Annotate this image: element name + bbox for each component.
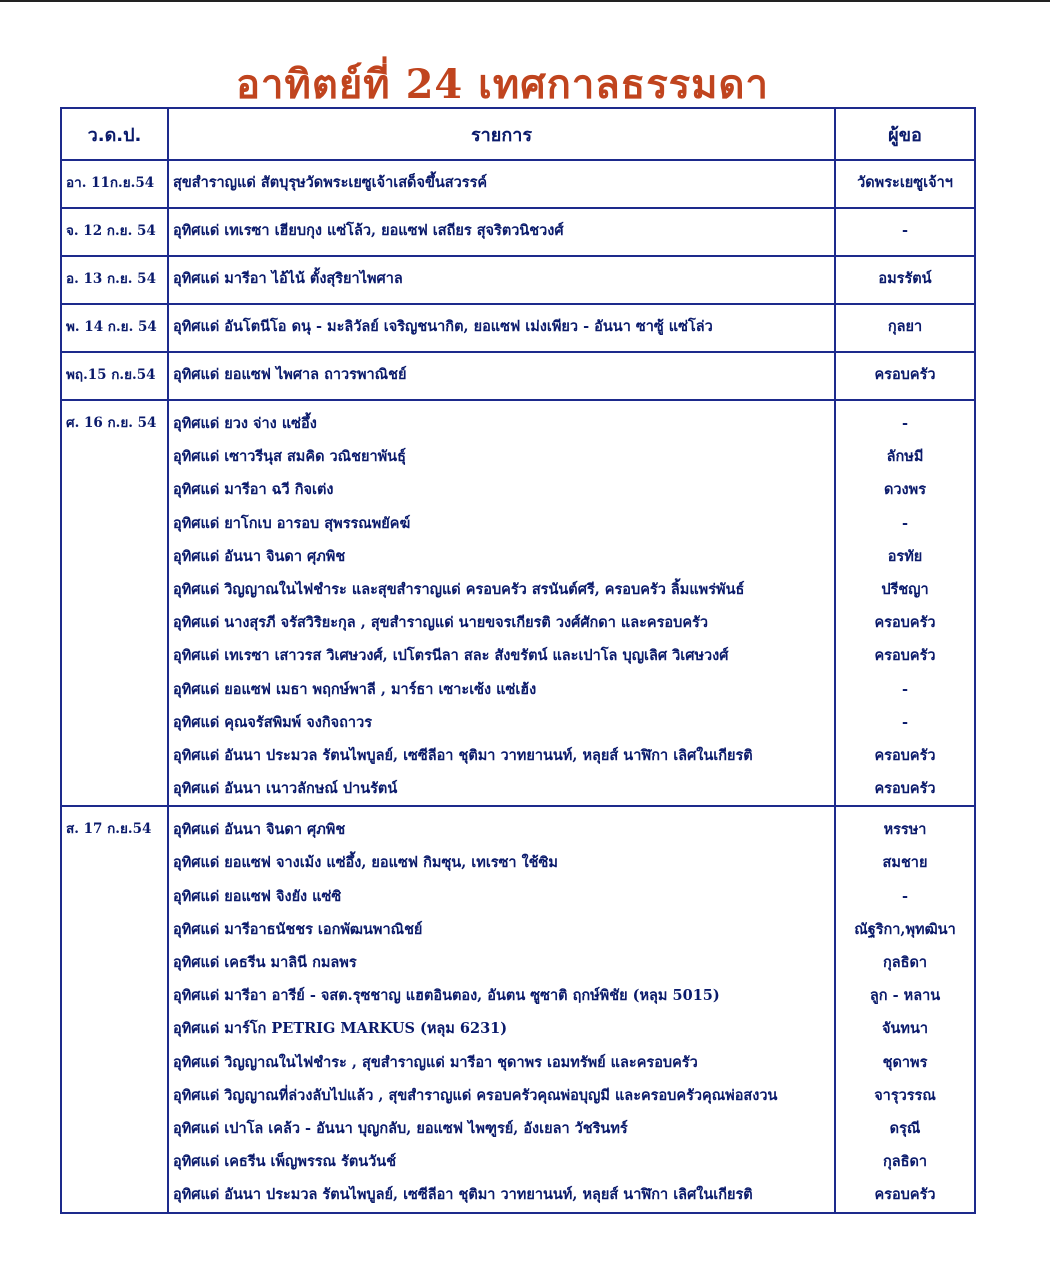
- items-cell: [168, 256, 835, 304]
- requester-cell: [835, 806, 975, 1212]
- intention-text: อุทิศแด่ อันโตนีโอ ดนุ - มะลิวัลย์ เจริญชนากิต, ยอแซฟ เม่งเพียว - อันนา ซาซู้ แซ่โล่ว: [173, 318, 713, 335]
- items-cell: [168, 160, 835, 208]
- requester-name: ดรุณี: [889, 1119, 921, 1137]
- requester-name: หรรษา: [883, 821, 927, 839]
- intention-text: อุทิศแด่ นางสุรภี จรัสวิริยะกุล , สุขสำราญแด่ นายขจรเกียรติ วงศ์ศักดา และครอบครัว: [173, 614, 708, 632]
- items-cell: [168, 400, 835, 806]
- requester-name: กุลธิดา: [882, 954, 928, 971]
- date-cell: [61, 160, 168, 208]
- date-cell: [61, 400, 168, 806]
- requester-name: จันทนา: [881, 1020, 929, 1038]
- header-date: ว.ด.ป.: [61, 108, 168, 160]
- requester-name: ดวงพร: [884, 481, 926, 499]
- page-title: อาทิตย์ที่ 24 เทศกาลธรรมดา: [236, 61, 769, 108]
- date-label: ส. 17 ก.ย.54: [66, 821, 152, 838]
- requester-name: -: [901, 680, 909, 698]
- intention-text: อุทิศแด่ อันนา จินดา ศุภพิช: [173, 547, 346, 565]
- requester-name: ครอบครัว: [874, 614, 936, 632]
- requester-name: -: [901, 713, 909, 731]
- date-cell: [61, 352, 168, 400]
- requester-name: -: [901, 222, 909, 239]
- requester-cell: [835, 256, 975, 304]
- intention-text: อุทิศแด่ เคธรีน เพ็ญพรรณ รัตนวันช์: [173, 1153, 397, 1171]
- header-items: รายการ: [168, 108, 835, 160]
- date-cell: [61, 256, 168, 304]
- intention-text: อุทิศแด่ คุณจรัสพิมพ์ จงกิจถาวร: [173, 713, 372, 731]
- intention-text: สุขสำราญแด่ สัตบุรุษวัดพระเยซูเจ้าเสด็จขึ้นสวรรค์: [173, 174, 488, 191]
- date-label: พ. 14 ก.ย. 54: [66, 319, 157, 335]
- table-row: [61, 208, 975, 256]
- table-row: [61, 160, 975, 208]
- intention-text: อุทิศแด่ มารีอาธนัชชร เอกพัฒนพาณิชย์: [173, 920, 423, 938]
- requester-name: วัดพระเยซูเจ้าฯ: [857, 174, 953, 191]
- items-cell: [168, 208, 835, 256]
- intention-text: อุทิศแด่ วิญญาณที่ล่วงลับไปแล้ว , สุขสำราญแด่ ครอบครัวคุณพ่อบุญมี และครอบครัวคุณพ่อสงวน: [173, 1086, 778, 1104]
- intention-text: อุทิศแด่ วิญญาณในไฟชำระ และสุขสำราญแด่ ครอบครัว สรนันต์ศรี, ครอบครัว ลิ้มแพร่พันธ์: [173, 580, 745, 598]
- requester-name: -: [901, 514, 909, 532]
- requester-name: ครอบครัว: [874, 647, 936, 665]
- date-cell: [61, 806, 168, 1212]
- intention-text: อุทิศแด่ ยอแซฟ เมธา พฤกษ์พาลี , มาร์ธา เซาะเซ้ง แซ่เฮ้ง: [173, 680, 537, 698]
- requester-name: ลูก - หลาน: [869, 987, 941, 1005]
- intention-text: อุทิศแด่ ยอแซฟ จางเม้ง แซ่อึ้ง, ยอแซฟ กิมซุน, เทเรซา ใช้ซิม: [173, 854, 558, 872]
- date-label: พฤ.15 ก.ย.54: [66, 367, 156, 383]
- items-cell: [168, 806, 835, 1212]
- requester-name: อรทัย: [887, 547, 923, 565]
- intention-text: อุทิศแด่ อันนา ประมวล รัตนไพบูลย์, เซซีลีอา ชุติมา วาทยานนท์, หลุยส์ นาฬิกา เลิศในเกียรติ: [173, 746, 753, 764]
- requester-name: -: [901, 415, 909, 432]
- intention-text: อุทิศแด่ มารีอา อารีย์ - จสต.รุซชาญ แฮตอินตอง, อันตน ซูซาติ ฤกษ์พิชัย (หลุม 5015): [173, 987, 720, 1005]
- requester-name: ณัฐริกา,พุทฒินา: [854, 920, 956, 938]
- intention-text: อุทิศแด่ เปาโล เคล้ว - อันนา บุญกลับ, ยอแซฟ ไพฑูรย์, อังเยลา วัชรินทร์: [173, 1119, 628, 1137]
- requester-name: ปรีชญา: [881, 580, 929, 598]
- requester-name: จารุวรรณ: [874, 1086, 936, 1104]
- intention-text: อุทิศแด่ ยวง จ่าง แซ่อึ้ง: [173, 415, 317, 432]
- date-label: อา. 11ก.ย.54: [66, 175, 155, 191]
- intention-text: อุทิศแด่ ยอแซฟ ไพศาล ถาวรพาณิชย์: [173, 366, 407, 383]
- requester-cell: [835, 208, 975, 256]
- table-body: [61, 160, 975, 1213]
- mass-intention-table: [60, 107, 976, 1214]
- requester-name: ครอบครัว: [874, 746, 936, 764]
- items-cell: [168, 304, 835, 352]
- intention-text: อุทิศแด่ มารีอา ไอ้ไน้ ตั้งสุริยาไพศาล: [173, 270, 403, 287]
- requester-name: -: [901, 887, 909, 905]
- requester-name: อมรรัตน์: [878, 270, 932, 287]
- intention-text: อุทิศแด่ เทเรซา เสาวรส วิเศษวงศ์, เปโตรนีลา สละ สังขรัตน์ และเปาโล บุญเลิศ วิเศษวงศ์: [173, 647, 729, 665]
- requester-name: กุลธิดา: [882, 1153, 928, 1171]
- intention-text: อุทิศแด่ ยอแซฟ จิงยัง แซ่ซิ: [173, 887, 342, 905]
- table-header-row: [61, 108, 975, 160]
- requester-cell: [835, 304, 975, 352]
- intention-text: อุทิศแด่ มาร์โก PETRIG MARKUS (หลุม 6231): [173, 1020, 508, 1038]
- intention-text: อุทิศแด่ มารีอา ฉวี กิจเต่ง: [173, 481, 334, 499]
- table-row: [61, 352, 975, 400]
- date-label: ศ. 16 ก.ย. 54: [66, 415, 157, 431]
- date-label: จ. 12 ก.ย. 54: [66, 223, 156, 239]
- top-border-line: [0, 0, 1050, 2]
- date-cell: [61, 304, 168, 352]
- intention-text: อุทิศแด่ เซาวรีนุส สมคิด วณิชยาพันธุ์: [173, 448, 406, 466]
- intention-text: อุทิศแด่ เคธรีน มาลินี กมลพร: [173, 954, 357, 971]
- table-row: [61, 256, 975, 304]
- items-cell: [168, 352, 835, 400]
- requester-name: ครอบครัว: [874, 366, 936, 383]
- intention-text: อุทิศแด่ ยาโกเบ อารอบ สุพรรณพยัคฆ์: [173, 514, 411, 532]
- requester-name: กุลยา: [887, 318, 923, 335]
- intention-text: อุทิศแด่ อันนา เนาวลักษณ์ ปานรัตน์: [173, 780, 398, 798]
- date-cell: [61, 208, 168, 256]
- requester-cell: [835, 352, 975, 400]
- table-row: [61, 806, 975, 1212]
- requester-cell: [835, 400, 975, 806]
- intention-text: อุทิศแด่ เทเรซา เฮียบกุง แซ่โล้ว, ยอแซฟ เสถียร สุจริตวนิชวงศ์: [173, 222, 564, 239]
- requester-name: ครอบครัว: [874, 1186, 936, 1204]
- date-label: อ. 13 ก.ย. 54: [66, 271, 156, 287]
- requester-name: ชุดาพร: [882, 1053, 928, 1071]
- header-requester: ผู้ขอ: [835, 108, 975, 160]
- requester-name: ครอบครัว: [874, 780, 936, 798]
- table-row: [61, 400, 975, 806]
- intention-text: อุทิศแด่ อันนา จินดา ศุภพิช: [173, 821, 346, 839]
- requester-cell: [835, 160, 975, 208]
- intention-text: อุทิศแด่ วิญญาณในไฟชำระ , สุขสำราญแด่ มารีอา ชุดาพร เอมทรัพย์ และครอบครัว: [173, 1053, 698, 1071]
- requester-name: สมชาย: [882, 854, 928, 872]
- intention-text: อุทิศแด่ อันนา ประมวล รัตนไพบูลย์, เซซีลีอา ชุติมา วาทยานนท์, หลุยส์ นาฬิกา เลิศในเกียรติ: [173, 1186, 753, 1204]
- requester-name: ลักษมี: [886, 448, 924, 466]
- table-row: [61, 304, 975, 352]
